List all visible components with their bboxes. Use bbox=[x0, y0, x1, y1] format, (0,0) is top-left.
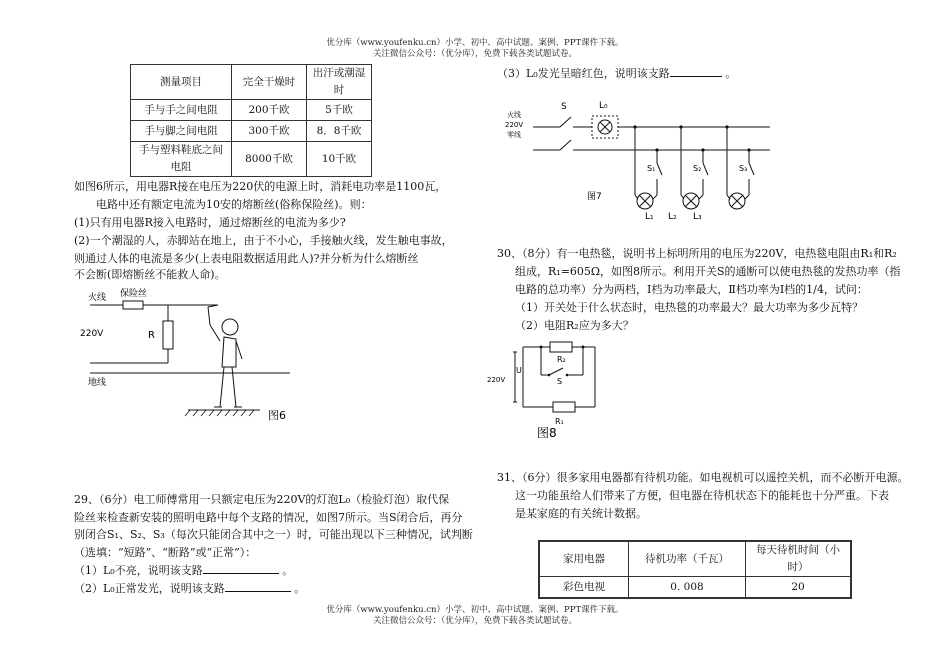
table-cell: 手与手之间电阻 bbox=[131, 100, 232, 121]
q29-option-3 bbox=[497, 67, 736, 81]
fig8-caption: 图8 bbox=[537, 426, 557, 440]
table-row bbox=[539, 577, 851, 599]
figure-8-circuit bbox=[485, 340, 625, 440]
table-header-cell: 每天待机时间（小时） bbox=[746, 541, 852, 577]
answer-blank[interactable] bbox=[203, 573, 279, 574]
table-row bbox=[131, 121, 372, 142]
switch-s-blade-1 bbox=[560, 117, 571, 127]
footer-line-1: 优分库（www.youfenku.cn）小学、初中、高中试题、案例、PPT课件下载。 bbox=[326, 605, 624, 615]
q29-line-3: 别闭合S₁、S₂、S₃（每次只能闭合其中之一）时，可能出现以下三种情况，试判断 bbox=[74, 528, 473, 541]
fig7-switch-label: S bbox=[561, 102, 567, 112]
footer-line-2: 关注微信公众号：（优分库），免费下载各类试题试卷。 bbox=[372, 616, 577, 626]
q28-part-2b: 则通过人体的电流是多少(上表电阻数据适用此人)?并分析为什么熔断丝 bbox=[74, 252, 419, 265]
resistor-symbol bbox=[163, 321, 173, 349]
standby-power-table bbox=[538, 540, 852, 599]
q31-line-2: 这一功能虽给人们带来了方便，但电器在待机状态下的能耗也十分严重。下表 bbox=[515, 489, 889, 502]
q29-line-4: （选填：“短路”、“断路”或“正常”）： bbox=[74, 546, 257, 559]
figure-6-circuit bbox=[80, 285, 310, 430]
fig7-l1-label: L₁ bbox=[645, 212, 654, 222]
q29-line-1: 29、（6分）电工师傅常用一只额定电压为220V的灯泡L₀（检验灯泡）取代保 bbox=[74, 493, 450, 506]
fig7-l3-label: L₃ bbox=[693, 212, 702, 222]
punctuation: 。 bbox=[282, 564, 294, 577]
resistance-table bbox=[130, 64, 372, 177]
fig7-s1-label: S₁ bbox=[647, 164, 656, 173]
punctuation: 。 bbox=[725, 67, 737, 80]
q29-option-3-text: （3）L₀发光呈暗红色，说明该支路 bbox=[497, 67, 670, 80]
fig6-caption: 图6 bbox=[268, 409, 286, 422]
fig7-voltage-label: 220V bbox=[505, 121, 524, 129]
fig7-neutral-label: 零线 bbox=[507, 131, 521, 139]
fig6-voltage-label: 220V bbox=[80, 329, 104, 339]
q31-line-3: 是某家庭的有关统计数据。 bbox=[515, 507, 647, 520]
table-header-row bbox=[539, 541, 851, 577]
header-line-1: 优分库（www.youfenku.cn）小学、初中、高中试题、案例、PPT课件下载。 bbox=[326, 38, 624, 48]
figure-7-circuit bbox=[505, 95, 775, 225]
fig8-voltage-label: 220V bbox=[487, 376, 506, 384]
answer-blank[interactable] bbox=[670, 76, 722, 77]
fig7-s2-label: S₂ bbox=[693, 164, 702, 173]
table-row bbox=[131, 142, 372, 177]
table-header-cell: 出汗或潮湿时 bbox=[307, 65, 372, 100]
q30-line-2: 组成，R₁=605Ω，如图8所示。利用开关S的通断可以使电热毯的发热功率（指 bbox=[515, 265, 901, 278]
q29-line-2: 险丝来检查新安装的照明电路中每个支路的情况，如图7所示。当S闭合后，再分 bbox=[74, 511, 463, 524]
table-cell: 300千欧 bbox=[232, 121, 307, 142]
fuse-symbol bbox=[123, 301, 143, 309]
fig8-switch-label: S bbox=[557, 377, 563, 386]
table-row bbox=[131, 100, 372, 121]
fig7-l2-label: L₂ bbox=[668, 212, 677, 222]
q29-option-1 bbox=[74, 564, 293, 578]
q30-line-1: 30、（8分）有一电热毯，说明书上标明所用的电压为220V，电热毯电阻由R₁和R₂ bbox=[497, 247, 897, 260]
q30-part-1: （1）开关处于什么状态时，电热毯的功率最大？最大功率为多少瓦特？ bbox=[515, 301, 863, 314]
table-cell: 0. 008 bbox=[629, 577, 746, 599]
q29-option-2-text: （2）L₀正常发光，说明该支路 bbox=[74, 582, 225, 595]
table-cell: 手与塑料鞋底之间电阻 bbox=[131, 142, 232, 177]
punctuation: 。 bbox=[294, 582, 306, 595]
table-header-cell: 完全干燥时 bbox=[232, 65, 307, 100]
table-cell: 8．8千欧 bbox=[307, 121, 372, 142]
switch-s bbox=[549, 368, 563, 375]
header-line-2: 关注微信公众号：（优分库），免费下载各类试题试卷。 bbox=[372, 49, 577, 59]
fig6-live-label: 火线 bbox=[88, 293, 107, 303]
resistor-r2 bbox=[550, 342, 572, 352]
answer-blank[interactable] bbox=[225, 591, 291, 592]
table-cell: 手与脚之间电阻 bbox=[131, 121, 232, 142]
fig7-caption: 图7 bbox=[587, 192, 602, 202]
table-cell: 5千欧 bbox=[307, 100, 372, 121]
q29-option-1-text: （1）L₀不亮，说明该支路 bbox=[74, 564, 203, 577]
fig8-u-label: U bbox=[516, 366, 522, 375]
table-header-cell: 测量项目 bbox=[131, 65, 232, 100]
q28-part-2a: (2)一个潮湿的人，赤脚站在地上，由于不小心，手接触火线，发生触电事故， bbox=[74, 234, 453, 247]
fig8-r2-label: R₂ bbox=[557, 355, 566, 364]
fig7-s3-label: S₃ bbox=[739, 164, 748, 173]
fig6-resistor-label: R bbox=[148, 330, 155, 341]
q28-part-2c: 不会断(即熔断丝不能救人命)。 bbox=[74, 268, 226, 281]
table-cell: 8000千欧 bbox=[232, 142, 307, 177]
table-cell: 20 bbox=[746, 577, 852, 599]
fig6-fuse-label: 保险丝 bbox=[120, 289, 148, 299]
fig8-r1-label: R₁ bbox=[555, 417, 564, 426]
q29-option-2 bbox=[74, 582, 305, 596]
q30-part-2: （2）电阻R₂应为多大？ bbox=[515, 319, 634, 332]
q31-line-1: 31、（6分）很多家用电器都有待机功能。如电视机可以遥控关机，而不必断开电源。 bbox=[497, 471, 909, 484]
fig7-live-label: 火线 bbox=[507, 111, 521, 119]
q28-part-1: (1)只有用电器R接入电路时，通过熔断丝的电流为多少? bbox=[74, 216, 346, 229]
table-cell: 彩色电视 bbox=[539, 577, 629, 599]
table-cell: 200千欧 bbox=[232, 100, 307, 121]
table-header-cell: 待机功率（千瓦） bbox=[629, 541, 746, 577]
fig7-lamp0-label: L₀ bbox=[599, 101, 608, 111]
table-cell: 10千欧 bbox=[307, 142, 372, 177]
switch-s-blade-2 bbox=[560, 140, 571, 150]
table-header-row bbox=[131, 65, 372, 100]
q28-intro-2: 电路中还有额定电流为10安的熔断丝(俗称保险丝)。则： bbox=[96, 198, 372, 211]
table-header-cell: 家用电器 bbox=[539, 541, 629, 577]
q28-intro-1: 如图6所示，用电器R接在电压为220伏的电源上时，消耗电功率是1100瓦， bbox=[74, 180, 447, 193]
fig6-ground-label: 地线 bbox=[88, 378, 107, 388]
person-figure bbox=[208, 305, 242, 407]
q30-line-3: 电路的总功率）分为两档，Ⅰ档为功率最大，Ⅱ档功率为Ⅰ档的1/4，试问： bbox=[515, 283, 868, 296]
resistor-r1 bbox=[553, 402, 575, 412]
